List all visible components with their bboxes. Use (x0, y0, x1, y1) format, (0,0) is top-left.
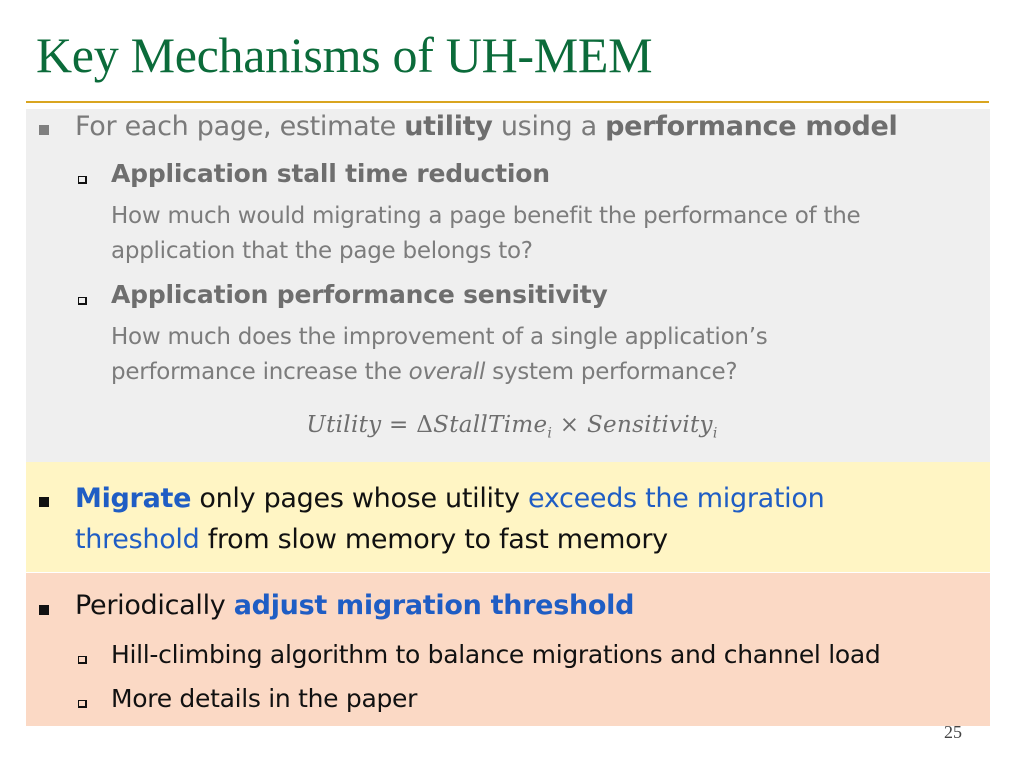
bullet-square-icon (39, 605, 49, 615)
text: Periodically (75, 590, 234, 621)
page-number: 25 (944, 722, 962, 742)
formula-stalltime: StallTime (433, 412, 548, 438)
keyword-exceeds-threshold: exceeds the migration (528, 483, 825, 514)
keyword-threshold: threshold (75, 524, 200, 555)
text: only pages whose utility (191, 483, 528, 514)
more-details-item: More details in the paper (111, 684, 418, 713)
hill-climbing-item: Hill-climbing algorithm to balance migrations and channel load (111, 640, 881, 669)
formula-subscript: i (712, 425, 718, 442)
sensitivity-desc-line2 (111, 359, 737, 385)
formula-delta: Δ (416, 412, 434, 438)
bullet-hollow-square-icon (78, 700, 87, 708)
formula-equals: = (381, 412, 417, 438)
text: from slow memory to fast memory (199, 524, 668, 555)
bullet-square-icon (39, 497, 49, 507)
slide-title: Key Mechanisms of UH-MEM (36, 27, 653, 83)
subheading-sensitivity: Application performance sensitivity (111, 280, 608, 309)
subheading-stall-time: Application stall time reduction (111, 159, 550, 188)
bullet-hollow-square-icon (78, 656, 87, 664)
formula-subscript: i (547, 425, 553, 442)
text: using a (492, 111, 606, 142)
bullet-estimate-utility (75, 111, 897, 142)
emphasis-overall: overall (408, 359, 486, 385)
bullet-hollow-square-icon (78, 176, 87, 184)
formula-lhs: Utility (306, 412, 382, 438)
sensitivity-desc-line1: How much does the improvement of a single application’s (111, 324, 768, 350)
keyword-migrate: Migrate (75, 483, 192, 514)
keyword-utility: utility (404, 111, 493, 142)
migrate-line1 (75, 483, 824, 514)
bullet-square-icon (39, 125, 49, 135)
text: performance increase the (111, 359, 409, 385)
formula-sensitivity: Sensitivity (586, 412, 713, 438)
text: For each page, estimate (75, 111, 405, 142)
keyword-performance-model: performance model (605, 111, 898, 142)
panel-migrate (26, 462, 990, 572)
migrate-line2 (75, 524, 668, 555)
title-underline (26, 101, 989, 103)
stall-time-desc-line1: How much would migrating a page benefit the performance of the (111, 203, 861, 229)
stall-time-desc-line2: application that the page belongs to? (111, 238, 533, 264)
bullet-hollow-square-icon (78, 297, 87, 305)
adjust-threshold-line (75, 590, 634, 621)
formula-times: × (552, 412, 587, 438)
text: system performance? (485, 359, 738, 385)
keyword-adjust-threshold: adjust migration threshold (233, 590, 635, 621)
utility-formula (0, 412, 1024, 442)
